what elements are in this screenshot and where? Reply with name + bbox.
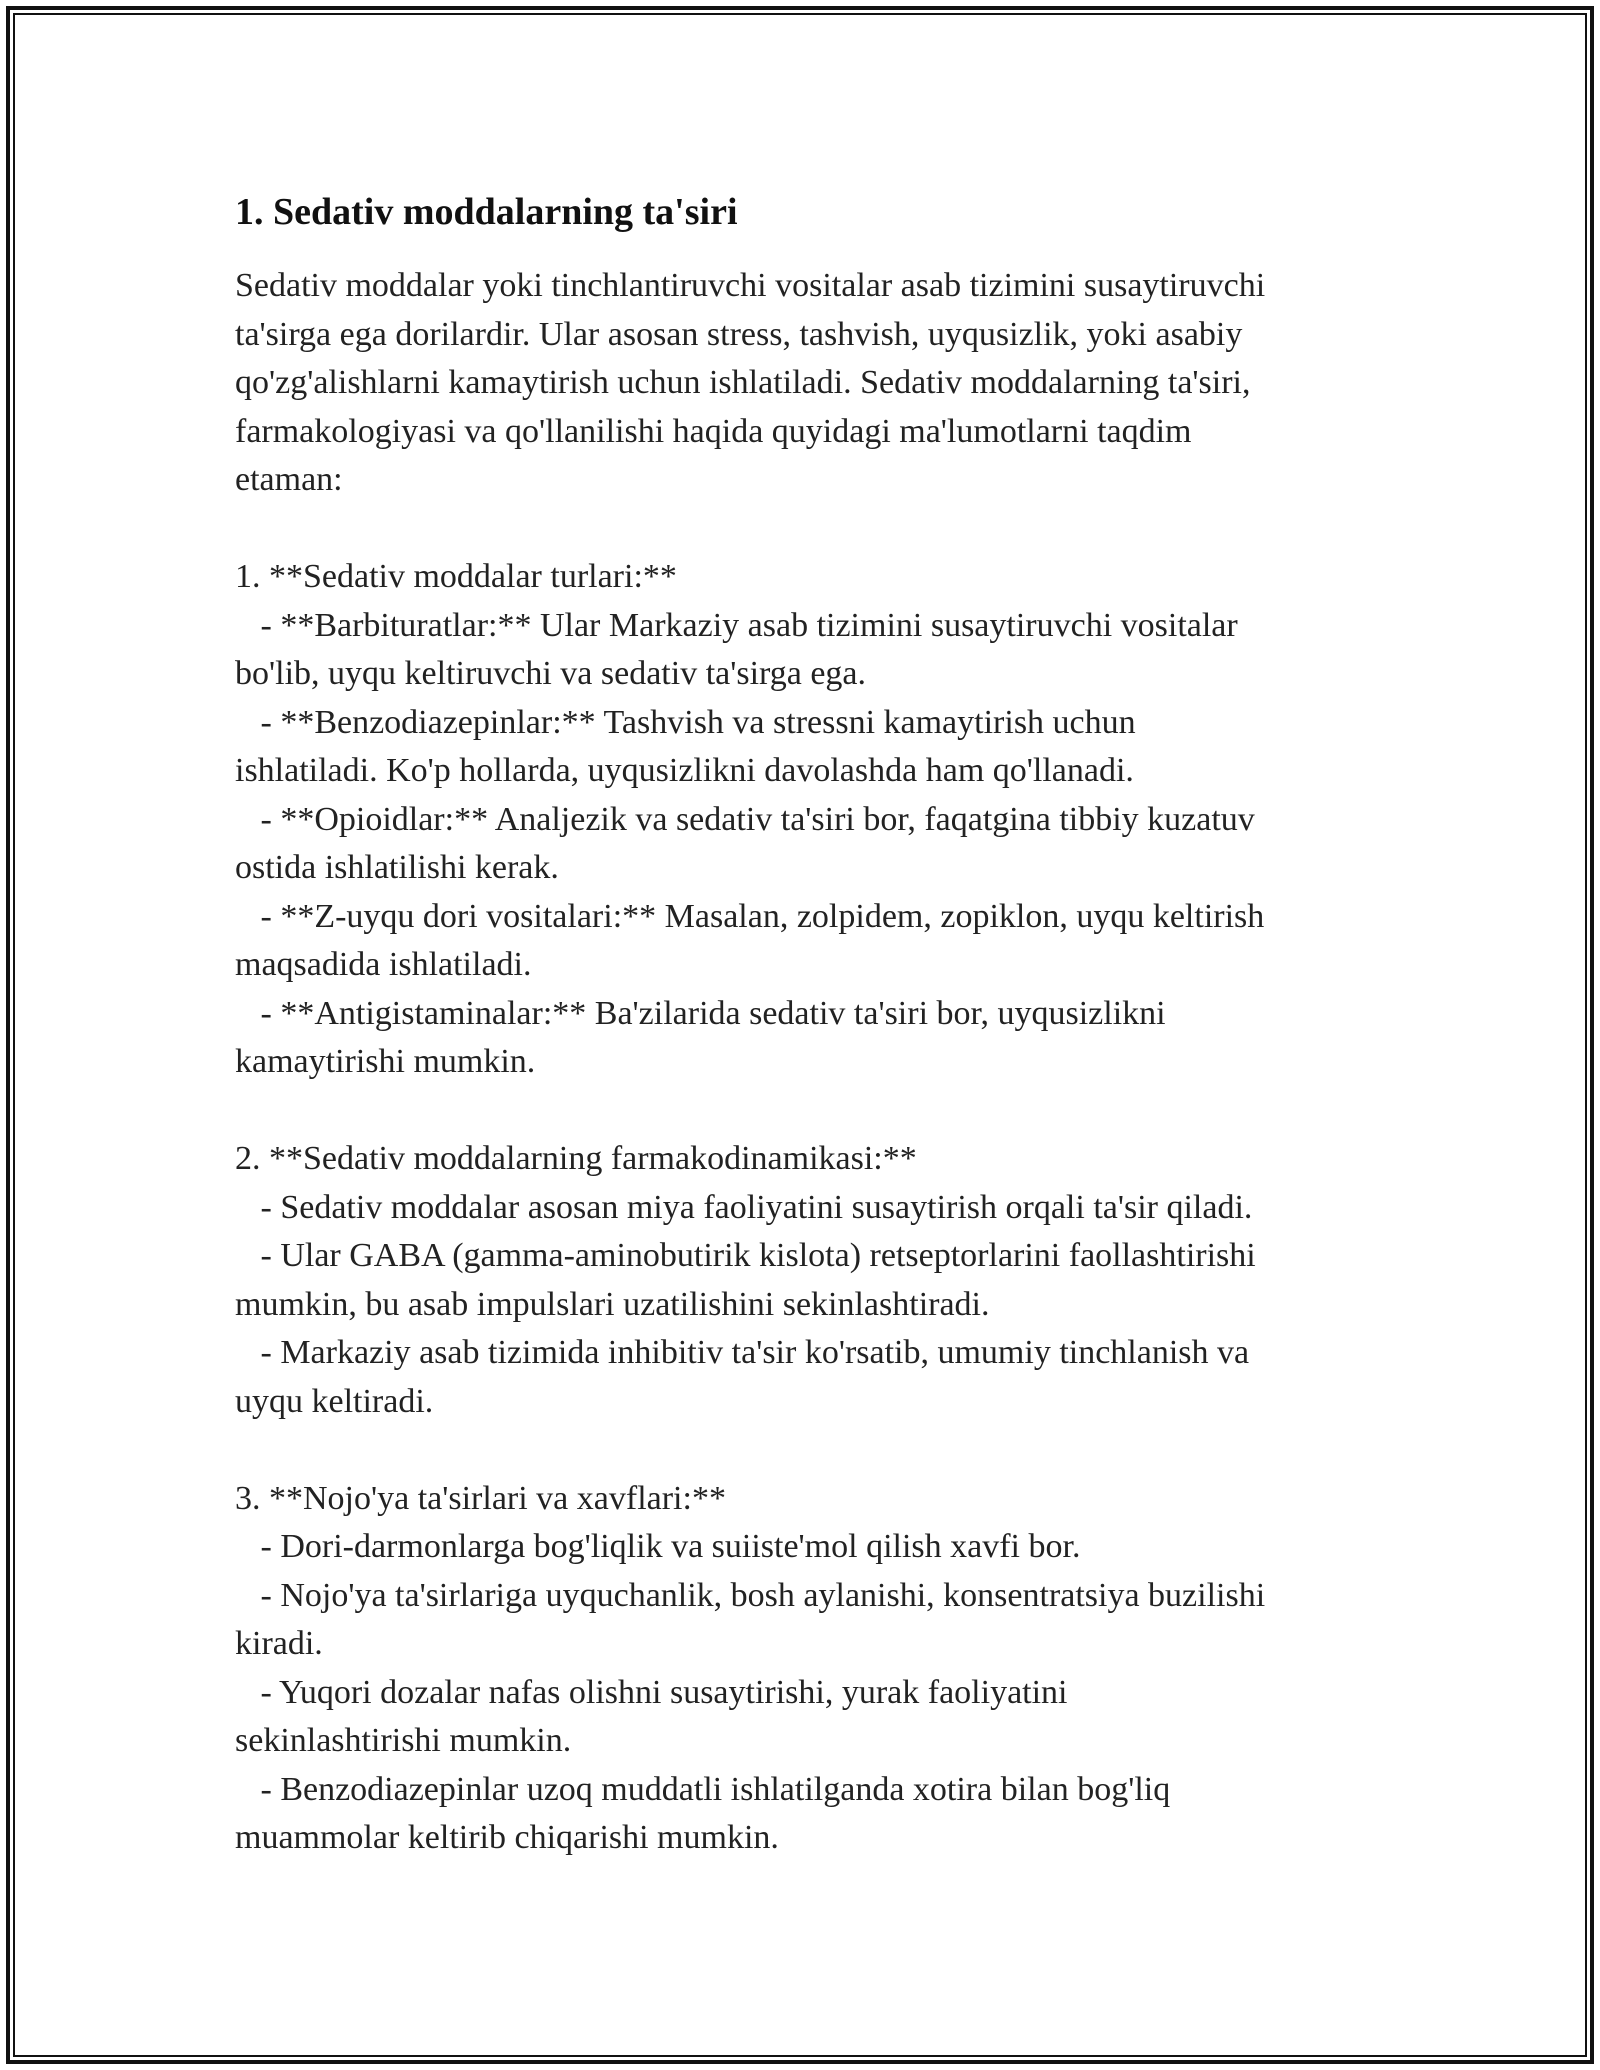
section-side-effects: 3. **Nojo'ya ta'sirlari va xavflari:** - Dori-darmonlarga bog'liqlik va suiiste'mol qilish xavfi bor. - Nojo'ya ta'sirlariga uyquchanlik, bosh aylanishi, konsentratsiya buzilishi kiradi. - Yuqori dozalar nafas olishni susaytirishi, yurak faoliyatini sekinlashtirishi mumkin. - Benzodiazepinlar uzoq muddatli ishlatilganda xotira bilan bog'liq muammolar keltirib chiqarishi mumkin.	[235, 1479, 1266, 1856]
paragraph-gap	[235, 1426, 1365, 1475]
section-pharmacodynamics: 2. **Sedativ moddalarning farmakodinamikasi:** - Sedativ moddalar asosan miya faoliyatini susaytirish orqali ta'sir qiladi. - Ular GABA (gamma-aminobutirik kislota) retseptorlarini faollashtirishi mumkin, bu asab impulslari uzatilishini sekinlashtiradi. - Markaziy asab tizimida inhibitiv ta'sir ko'rsatib, umumiy tinchlanish va uyqu keltiradi.	[235, 1140, 1256, 1420]
page-title: 1. Sedativ moddalarning ta'siri	[235, 191, 738, 233]
paragraph-gap	[235, 1087, 1365, 1136]
document-body	[235, 184, 1365, 1863]
intro-paragraph: Sedativ moddalar yoki tinchlantiruvchi vositalar asab tizimini susaytiruvchi ta'sirga ega dorilardir. Ular asosan stress, tashvish, uyqusizlik, yoki asabiy qo'zg'alishlarni kamaytirish uchun ishlatiladi. Sedativ moddalarning ta'siri, farmakologiyasi va qo'llanilishi haqida quyidagi ma'lumotlarni taqdim etaman:	[235, 267, 1266, 498]
paragraph-gap	[235, 505, 1365, 554]
section-types: 1. **Sedativ moddalar turlari:** - **Barbituratlar:** Ular Markaziy asab tizimini susaytiruvchi vositalar bo'lib, uyqu keltiruvchi va sedativ ta'sirga ega. - **Benzodiazepinlar:** Tashvish va stressni kamaytirish uchun ishlatiladi. Ko'p hollarda, uyqusizlikni davolashda ham qo'llanadi. - **Opioidlar:** Analjezik va sedativ ta'siri bor, faqatgina tibbiy kuzatuv ostida ishlatilishi kerak. - **Z-uyqu dori vositalari:** Masalan, zolpidem, zopiklon, uyqu keltirish maqsadida ishlatiladi. - **Antigistaminalar:** Ba'zilarida sedativ ta'siri bor, uyqusizlikni kamaytirishi mumkin.	[235, 558, 1265, 1080]
